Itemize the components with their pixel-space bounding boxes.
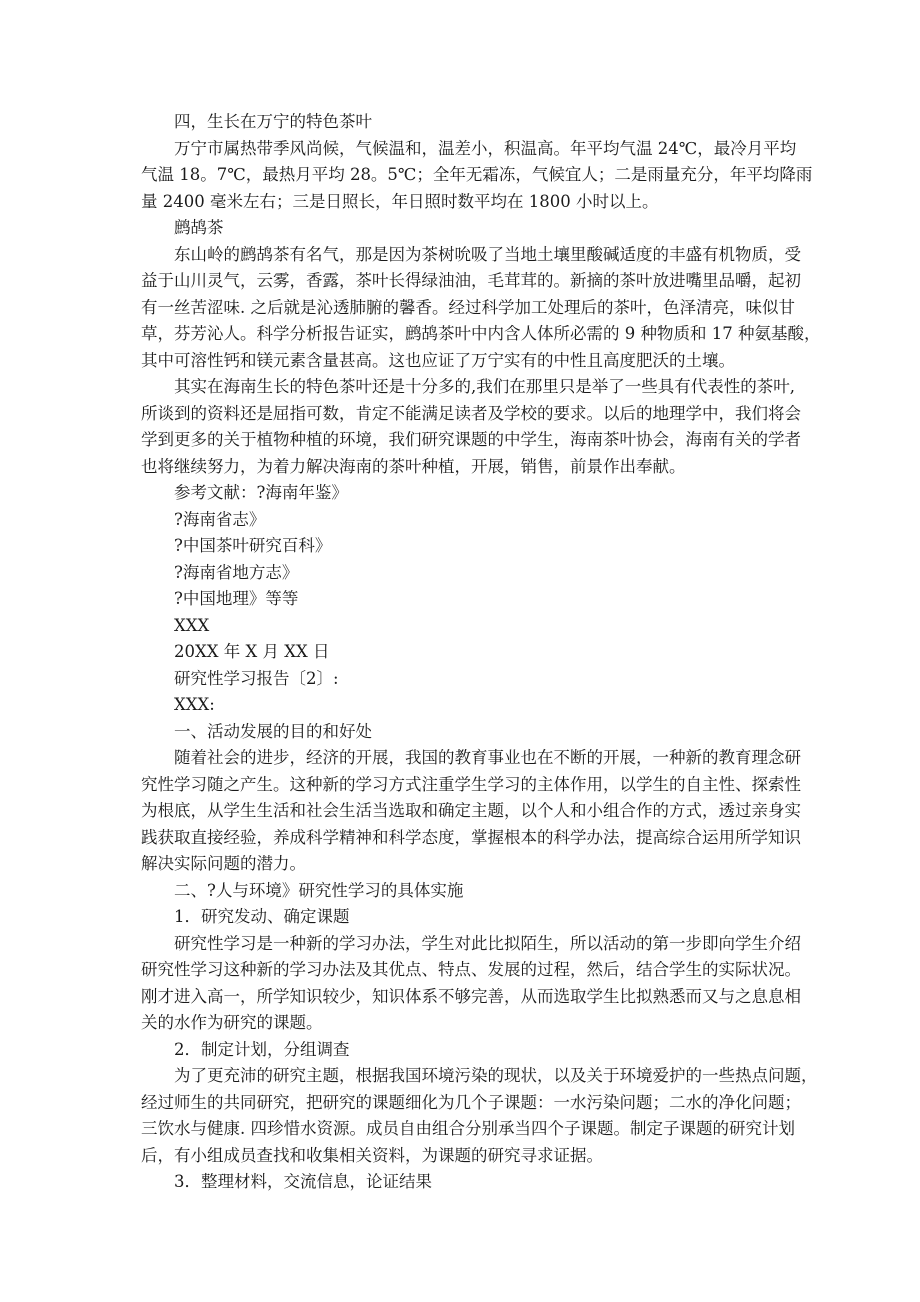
conclusion-paragraph: 其实在海南生长的特色茶叶还是十分多的,我们在那里只是举了一些具有代表性的茶叶, 所谈到的资料还是屈指可数，肯定不能满足读者及学校的要求。以后的地理学中，我们将会 学到更多的关于植物种植的环境，我们研究课题的中学生，海南茶叶协会，海南有关的学者 也将继续努力，为着力解决海南的茶叶种植，开展，销售，前景作出奉献。 [141,377,801,476]
reference-item: ?中国茶叶研究百科》 [174,536,332,555]
part1-paragraph: 随着社会的进步，经济的开展，我国的教育事业也在不断的开展，一种新的教育理念研 究性学习随之产生。这种新的学习方式注重学生学习的主体作用，以学生的自主性、探索性 为根底，从学生生活和社会生活当选取和确定主题，以个人和小组合作的方式，透过亲身实 践获取直接经验，养成科学精神和科学态度，掌握根本的科学办法，提高综合运用所学知识 解决实际问题的潜力。 [141,748,801,873]
section-heading-tea: 四，生长在万宁的特色茶叶 [174,112,372,131]
part2-heading: 二、?人与环境》研究性学习的具体实施 [174,880,464,900]
step3-heading: 3．整理材料，交流信息，论证结果 [174,1172,432,1191]
document-page [141,109,821,1196]
step2-paragraph: 为了更充沛的研究主题，根据我国环境污染的现状，以及关于环境爱护的一些热点问题， 经过师生的共同研究，把研究的课题细化为几个子课题：一水污染问题；二水的净化问题； 三饮水与健康. 四珍惜水资源。成员自由组合分别承当四个子课题。制定子课题的研究计划 后，有小组成员查找和收集相关资料，为课题的研究寻求证据。 [141,1066,818,1165]
signature-author: XXX [174,615,210,635]
step1-paragraph: 研究性学习是一种新的学习办法，学生对此比拟陌生，所以活动的第一步即向学生介绍 研究性学习这种新的学习办法及其优点、特点、发展的过程，然后，结合学生的实际状况。 刚才进入高一，所学知识较少，知识体系不够完善，从而选取学生比拟熟悉而又与之息息相 关的水作为研究的课题。 [141,933,801,1032]
tea-name-heading: 鹧鸪茶 [174,218,224,237]
references-label: 参考文献：?海南年鉴》 [174,483,348,502]
tea-description-paragraph: 东山岭的鹧鸪茶有名气，那是因为茶树吮吸了当地土壤里酸碱适度的丰盛有机物质，受 益于山川灵气，云雾，香露，茶叶长得绿油油，毛茸茸的。新摘的茶叶放进嘴里品嚼，起初 有一丝苦涩味. 之后就是沁透肺腑的馨香。经过科学加工处理后的茶叶，色泽清亮，味似甘 草，芬芳沁人。科学分析报告证实，鹧鸪茶叶中内含人体所必需的 9 种物质和 17 种氨基酸， 其中可溶性钙和镁元素含量甚高。这也应证了万宁实有的中性且高度肥沃的土壤。 [141,244,821,370]
step1-heading: 1．研究发动、确定课题 [174,907,350,926]
report2-title: 研究性学习报告〔2〕: [174,668,339,688]
part1-heading: 一、活动发展的目的和好处 [174,721,372,741]
climate-paragraph: 万宁市属热带季风尚候，气候温和，温差小，积温高。年平均气温 24℃，最冷月平均 气温 18。7℃，最热月平均 28。5℃；全年无霜冻，气候宜人；二是雨量充分，年平均降雨 量 2400 毫米左右；三是日照长，年日照时数平均在 1800 小时以上。 [141,138,813,211]
reference-item: ?海南省志》 [174,509,266,529]
signature-date: 20XX 年 X 月 XX 日 [174,642,330,661]
step2-heading: 2．制定计划，分组调查 [174,1039,350,1059]
reference-item: ?中国地理》等等 [174,589,299,608]
report2-author: XXX: [174,695,215,714]
reference-item: ?海南省地方志》 [174,562,299,582]
